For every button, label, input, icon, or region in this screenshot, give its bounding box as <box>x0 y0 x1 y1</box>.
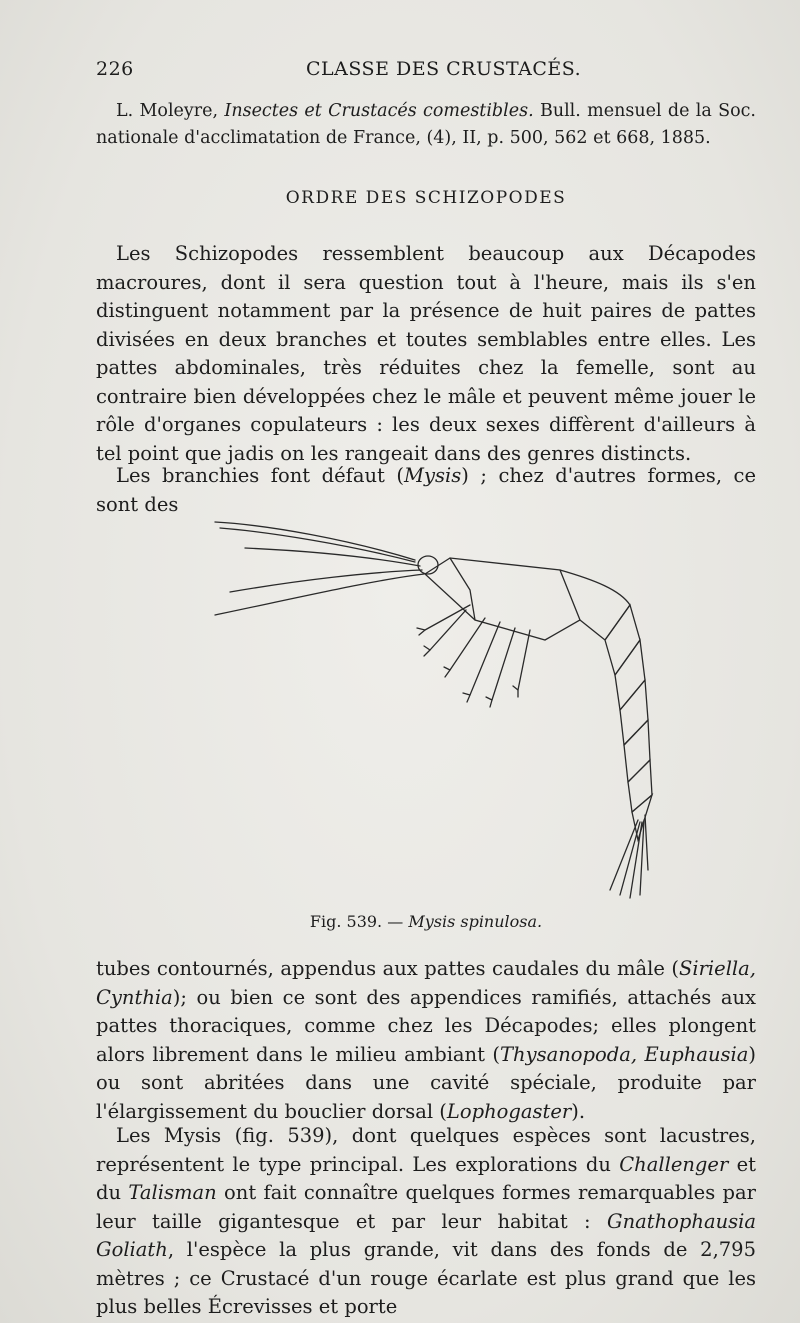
paragraph-3-part-c: ) ou sont abritées dans une cavité spéciale, produite par l'élargissement du bouclier dorsal ( <box>96 1042 756 1123</box>
figure-species: Mysis spinulosa. <box>408 912 543 931</box>
species-gnathophausia-goliath: Gnathophausia Goliath <box>96 1209 756 1261</box>
reference-title: Insectes et Crustacés comestibles. <box>224 101 534 121</box>
page-number: 226 <box>96 58 134 80</box>
section-title: ORDRE DES SCHIZOPODES <box>285 188 567 208</box>
paragraph-3-part-a: tubes contournés, appendus aux pattes caudales du mâle ( <box>96 957 679 980</box>
figure-caption <box>96 912 756 931</box>
reference-details: Bull. mensuel de la Soc. nationale d'acclimatation de France, (4), II, p. 500, 562 et 668, 1885. <box>96 101 756 148</box>
paragraph-4-part-c: ont fait connaître quelques formes remarquables par leur taille gigantesque et par leur habitat : <box>96 1181 756 1233</box>
figure-label: Fig. 539. — <box>309 912 409 931</box>
paragraph-3-part-d: ). <box>571 1099 586 1123</box>
figure-mysis-illustration <box>200 510 670 900</box>
paragraph-1: Les Schizopodes ressemblent beaucoup aux Décapodes macroures, dont il sera question tout à l'heure, mais ils s'en distinguent notamment par la présence de huit paires de pattes divisées en deux branches et toutes semblables entre elles. Les pattes abdominales, très réduites chez la femelle, sont au contraire bien développées chez le mâle et peuvent même jouer le rôle d'organes copulateurs : les deux sexes diffèrent d'ailleurs à tel point que jadis on les rangeait dans des genres distincts. <box>96 242 756 465</box>
ship-talisman: Talisman <box>128 1181 217 1204</box>
ship-challenger: Challenger <box>619 1152 729 1176</box>
running-title: CLASSE DES CRUSTACÉS. <box>306 58 582 80</box>
mysis-drawing <box>200 510 670 900</box>
genus-lophogaster: Lophogaster <box>446 1099 572 1123</box>
bibliographic-reference <box>96 98 756 152</box>
genus-thysanopoda-euphausia: Thysanopoda, Euphausia <box>500 1042 749 1066</box>
genus-mysis: Mysis <box>404 464 462 487</box>
running-header <box>96 58 756 88</box>
paragraph-4 <box>96 1122 756 1322</box>
paragraph-2-text-end: ) ; chez d'autres formes, ce sont des <box>96 464 756 516</box>
genus-siriella-cynthia: Siriella, Cynthia <box>96 957 756 1009</box>
reference-author: L. Moleyre, <box>116 101 219 121</box>
paragraph-4-part-b: et du <box>96 1152 756 1204</box>
paragraph-4-part-a: Les Mysis (fig. 539), dont quelques espèces sont lacustres, représentent le type principal. Les explorations du <box>96 1124 756 1176</box>
paragraph-3 <box>96 955 756 1126</box>
paragraph-4-part-d: , l'espèce la plus grande, vit dans des fonds de 2,795 mètres ; ce Crustacé d'un rouge écarlate est plus grand que les plus belles Écrevisses et porte <box>96 1238 756 1318</box>
paragraph-2-text: Les branchies font défaut ( <box>116 464 405 487</box>
paragraph-3-part-b: ); ou bien ce sont des appendices ramifiés, attachés aux pattes thoraciques, comme chez les Décapodes; elles plongent alors librement dans le milieu ambiant ( <box>96 985 756 1066</box>
